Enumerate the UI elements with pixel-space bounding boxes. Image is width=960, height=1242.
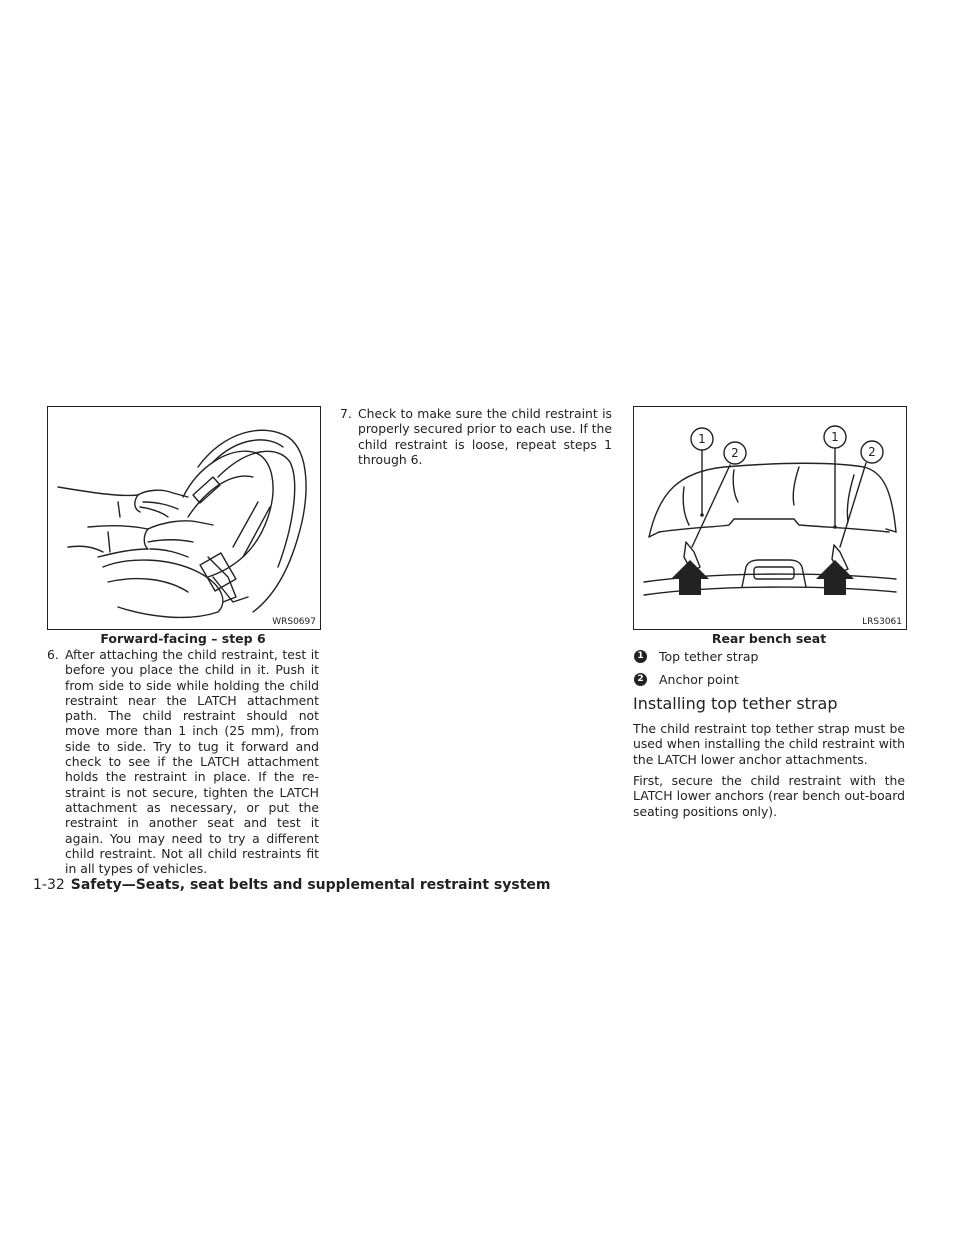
step-text: Check to make sure the child restraint is properly secured prior to each use. If the child restraint is loose, repeat steps 1 through 6. [358,406,612,467]
legend-label: Anchor point [659,672,739,687]
legend-label: Top tether strap [659,649,759,664]
section-heading: Installing top tether strap [633,694,838,713]
callout-label: 2 [731,446,739,460]
page-footer [33,877,551,893]
callout-label: 1 [831,430,839,444]
step-number: 7. [340,406,352,421]
chapter-title: Safety—Seats, seat belts and supplemental restraint system [70,877,551,893]
figure-code: WRS0697 [272,617,316,627]
section-paragraph: The child restraint top tether strap must be used when installing the child restraint with the LATCH lower anchor attachments. [633,721,905,767]
legend-item-anchor-point [634,672,739,687]
figure-caption: Forward-facing – step 6 [100,631,266,646]
figure-code: LRS3061 [862,617,902,627]
step-6 [47,647,319,876]
rear-bench-illustration [634,407,906,629]
number-badge: 2 [634,673,647,686]
legend-item-top-tether [634,649,758,664]
callout-label: 1 [698,432,706,446]
figure-forward-facing [47,406,321,630]
number-badge: 1 [634,650,647,663]
figure-rear-bench-seat [633,406,907,630]
section-paragraph: First, secure the child restraint with the LATCH lower anchors (rear bench out-board seating positions only). [633,773,905,819]
callout-label: 2 [868,445,876,459]
step-text: After attaching the child restraint, test it before you place the child in it. Push it from side to side while holding the child restraint near the LATCH attachment path. The child restraint should not move more than 1 inch (25 mm), from side to side. Try to tug it forward and check to see if the LATCH attachment holds the restraint in place. If the re-straint is not secure, tighten the LATCH attachment as necessary, or put the restraint in another seat and test it again. You may need to try a different child restraint. Not all child restraints fit in all types of vehicles. [65,647,319,877]
step-7 [340,406,612,467]
page-number: 1-32 [33,877,65,893]
figure-caption: Rear bench seat [711,631,827,646]
child-seat-illustration [48,407,320,629]
step-number: 6. [47,647,59,662]
